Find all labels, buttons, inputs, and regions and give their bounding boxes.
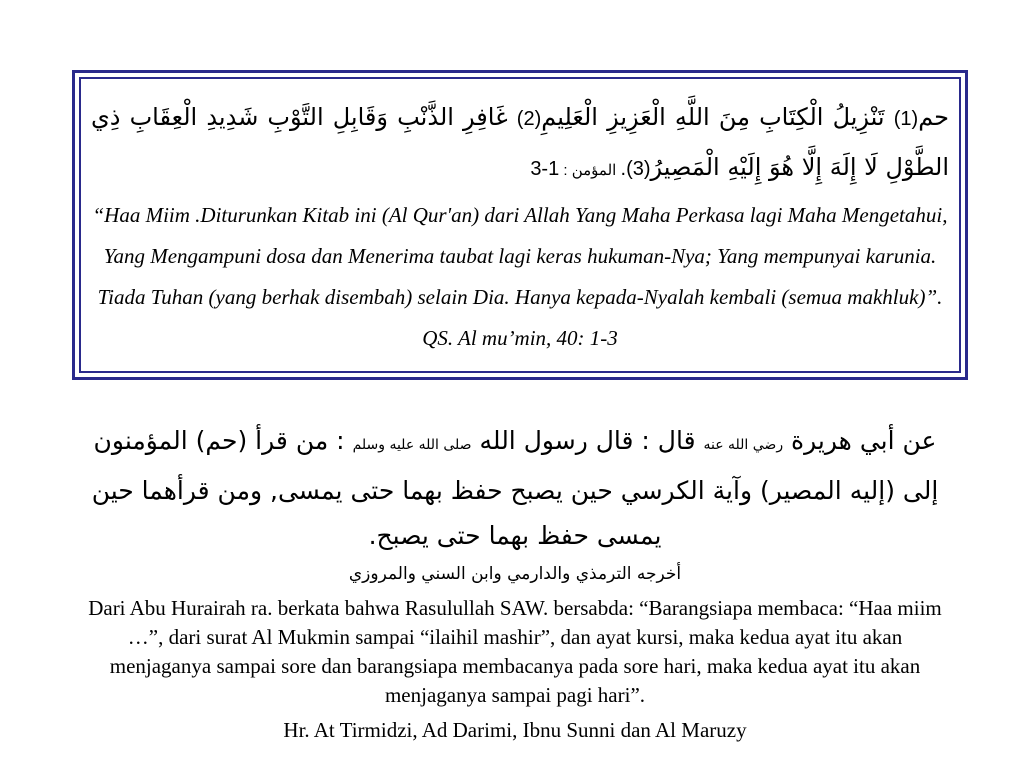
verse-3-text: غَافِرِ الذَّنْبِ وَقَابِلِ التَّوْبِ شَدِيدِ الْعِقَابِ ذِي الطَّوْلِ لَا إِلَهَ إِلَّا هُوَ إِلَيْهِ الْمَصِيرُ [91, 103, 949, 181]
surah-reference-range: 3-1 [530, 158, 560, 180]
quran-verse-arabic [91, 93, 949, 195]
hadith-narrator-chain: عن أبي هريرة [783, 426, 937, 455]
verse-frame [72, 70, 968, 380]
hadith-narrators-arabic: أخرجه الترمذي والدارمي وابن السني والمروزي [348, 564, 682, 584]
hadith-source: Hr. At Tirmidzi, Ad Darimi, Ibnu Sunni dan Al Maruzy [283, 718, 747, 742]
verse-number-2: (2) [516, 108, 542, 130]
verse-muqattaat: حم [918, 103, 950, 131]
hadith-matn: : من قرأ (حم) المؤمنون إلى (إليه المصير) وآية الكرسي حين يصبح حفظ بهما حتى يمسى, ومن قرأهما حين يمسى حفظ بهما حتى يصبح. [91, 426, 939, 550]
quran-verse-translation: “Haa Miim .Diturunkan Kitab ini (Al Qur'an) dari Allah Yang Maha Perkasa lagi Maha Mengetahui, Yang Mengampuni dosa dan Menerima taubat lagi keras hukuman-Nya; Yang mempunyai karunia. Tiada Tuhan (yang berhak disembah) selain Dia. Hanya kepada-Nyalah kembali (semua makhluk)”. QS. Al mu’min, 40: 1-3 [92, 203, 948, 350]
verse-frame-inner [79, 77, 961, 373]
hadith-qala: قال : قال رسول الله [471, 426, 704, 455]
surah-reference-name: المؤمن : [559, 162, 621, 179]
hadith-translation: Dari Abu Hurairah ra. berkata bahwa Rasulullah SAW. bersabda: “Barangsiapa membaca: “Haa miim …”, dari surat Al Mukmin sampai “ilaihil mashir”, dan ayat kursi, maka kedua ayat itu akan menjaganya sampai sore dan barangsiapa membacanya pada sore hari, maka kedua ayat itu akan menjaganya sampai pagi hari”. [88, 596, 942, 707]
hadith-salawat-formula: صلى الله عليه وسلم [352, 437, 472, 453]
verse-number-1: (1) [893, 108, 919, 130]
verse-number-3: (3). [620, 158, 651, 180]
hadith-radhi-formula: رضي الله عنه [703, 437, 784, 453]
hadith-arabic [90, 418, 940, 558]
verse-2-text: تَنْزِيلُ الْكِتَابِ مِنَ اللَّهِ الْعَزِيزِ الْعَلِيمِ [541, 103, 894, 131]
